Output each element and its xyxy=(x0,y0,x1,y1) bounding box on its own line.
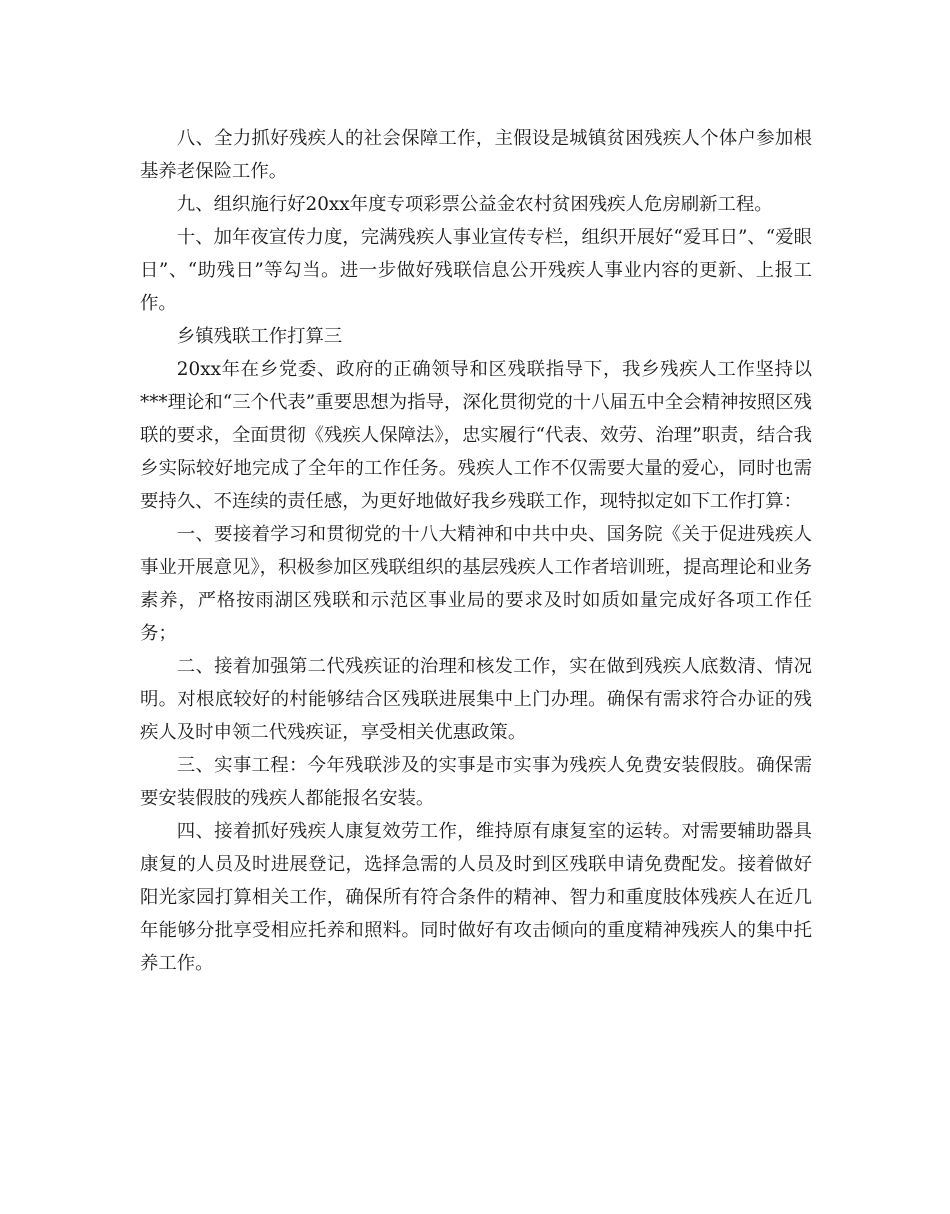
paragraph-item-3: 三、实事工程：今年残联涉及的实事是市实事为残疾人免费安装假肢。确保需要安装假肢的残疾人都能报名安装。 xyxy=(140,755,812,809)
paragraph-intro: 20xx年在乡党委、政府的正确领导和区残联指导下，我乡残疾人工作坚持以***理论和“三个代表”重要思想为指导，深化贯彻党的十八届五中全会精神按照区残联的要求，全面贯彻《残疾人保障法》，忠实履行“代表、效劳、治理”职责，结合我乡实际较好地完成了全年的工作任务。残疾人工作不仅需要大量的爱心，同时也需要持久、不连续的责任感，为更好地做好我乡残联工作，现特拟定如下工作打算： xyxy=(140,359,812,512)
paragraph-housing-project: 九、组织施行好20xx年度专项彩票公益金农村贫困残疾人危房刷新工程。 xyxy=(176,194,773,215)
paragraph-social-security: 八、全力抓好残疾人的社会保障工作，主假设是城镇贫困残疾人个体户参加根基养老保险工作。 xyxy=(140,128,812,182)
paragraph-item-4: 四、接着抓好残疾人康复效劳工作，维持原有康复室的运转。对需要辅助器具康复的人员及时进展登记，选择急需的人员及时到区残联申请免费配发。接着做好阳光家园打算相关工作，确保所有符合条件的精神、智力和重度肢体残疾人在近几年能够分批享受相应托养和照料。同时做好有攻击倾向的重度精神残疾人的集中托养工作。 xyxy=(140,821,812,974)
document-body xyxy=(140,122,812,980)
paragraph-item-2: 二、接着加强第二代残疾证的治理和核发工作，实在做到残疾人底数清、情况明。对根底较好的村能够结合区残联进展集中上门办理。确保有需求符合办证的残疾人及时申领二代残疾证，享受相关优惠政策。 xyxy=(140,656,812,743)
section-heading: 乡镇残联工作打算三 xyxy=(176,326,343,347)
paragraph-publicity: 十、加年夜宣传力度，完满残疾人事业宣传专栏，组织开展好“爱耳日”、“爱眼日”、“助残日”等勾当。进一步做好残联信息公开残疾人事业内容的更新、上报工作。 xyxy=(140,227,812,314)
paragraph-item-1: 一、要接着学习和贯彻党的十八大精神和中共中央、国务院《关于促进残疾人事业开展意见》，积极参加区残联组织的基层残疾人工作者培训班，提高理论和业务素养，严格按雨湖区残联和示范区事业局的要求及时如质如量完成好各项工作任务； xyxy=(140,524,812,644)
